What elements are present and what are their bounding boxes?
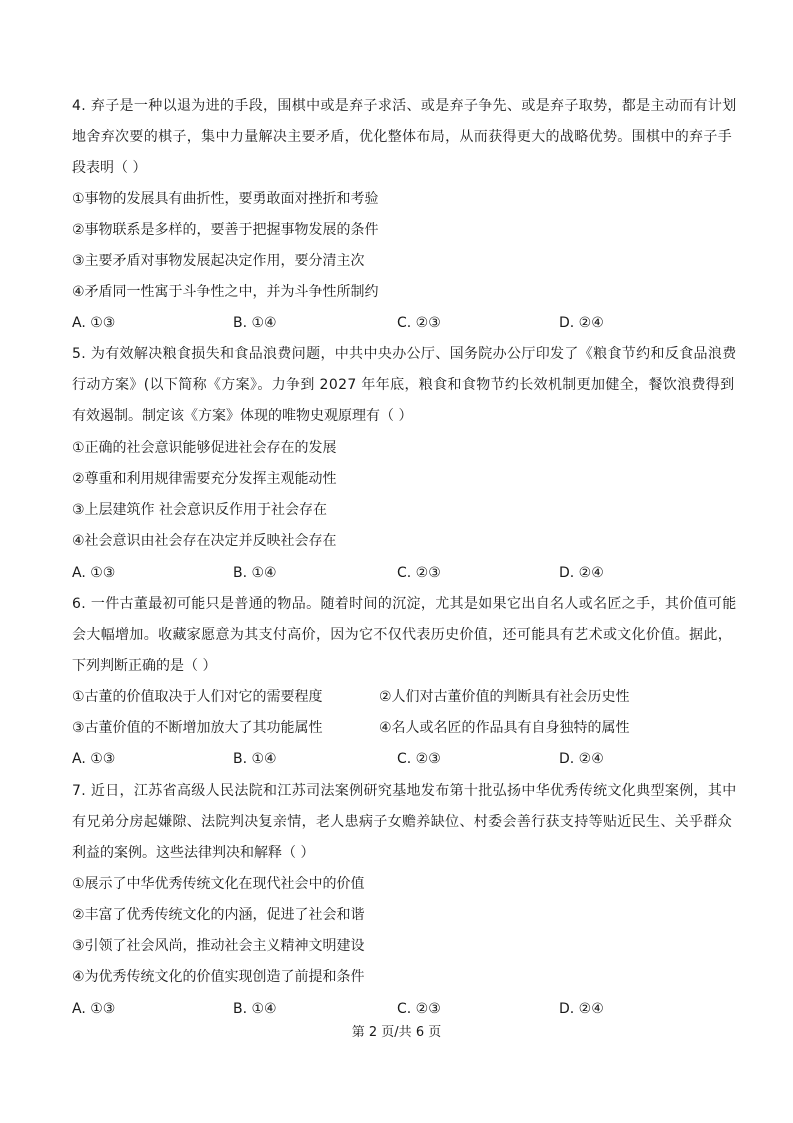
q5-statement-3: ③上层建筑作 社会意识反作用于社会存在 xyxy=(72,502,327,518)
q5-statement-4: ④社会意识由社会存在决定并反映社会存在 xyxy=(72,533,337,549)
q7-stem-line-1: 7. 近日，江苏省高级人民法院和江苏司法案例研究基地发布第十批弘扬中华优秀传统文化典型案例，其中 xyxy=(72,783,737,799)
q6-option-c[interactable]: C. ②③ xyxy=(397,751,441,767)
q6-stem-line-1: 6. 一件古董最初可能只是普通的物品。随着时间的沉淀，尤其是如果它出自名人或名匠之手，其价值可能 xyxy=(72,596,737,612)
q7-statement-4: ④为优秀传统文化的价值实现创造了前提和条件 xyxy=(72,969,365,985)
q4-statement-3: ③主要矛盾对事物发展起决定作用，要分清主次 xyxy=(72,253,365,269)
q5-statement-2: ②尊重和利用规律需要充分发挥主观能动性 xyxy=(72,471,337,487)
q6-statement-row-2 xyxy=(72,718,732,738)
q6-option-b[interactable]: B. ①④ xyxy=(233,751,277,767)
q6-stem-line-3: 下列判断正确的是（ ） xyxy=(72,658,217,674)
q7-option-a[interactable]: A. ①③ xyxy=(72,1001,116,1017)
q5-stem-line-3: 有效遏制。制定该《方案》体现的唯物史观原理有（ ） xyxy=(72,408,413,424)
q6-stem-line-2: 会大幅增加。收藏家愿意为其支付高价，因为它不仅代表历史价值，还可能具有艺术或文化价值。据此， xyxy=(72,627,733,643)
q5-option-d[interactable]: D. ②④ xyxy=(559,565,604,581)
q7-stem-line-3: 利益的案例。这些法律判决和解释（ ） xyxy=(72,845,315,861)
q5-option-b[interactable]: B. ①④ xyxy=(233,565,277,581)
q4-stem-line-1: 4. 弃子是一种以退为进的手段，围棋中或是弃子求活、或是弃子争先、或是弃子取势，都是主动而有计划 xyxy=(72,98,737,114)
q4-option-d[interactable]: D. ②④ xyxy=(559,315,604,331)
q6-statement-1: ①古董的价值取决于人们对它的需要程度 xyxy=(72,689,323,705)
q7-option-d[interactable]: D. ②④ xyxy=(559,1001,604,1017)
q5-options xyxy=(72,563,732,583)
q4-statement-4: ④矛盾同一性寓于斗争性之中，并为斗争性所制约 xyxy=(72,284,379,300)
q7-statement-1: ①展示了中华优秀传统文化在现代社会中的价值 xyxy=(72,876,365,892)
q6-statement-4: ④名人或名匠的作品具有自身独特的属性 xyxy=(379,720,630,736)
q6-option-a[interactable]: A. ①③ xyxy=(72,751,116,767)
q6-option-d[interactable]: D. ②④ xyxy=(559,751,604,767)
q4-option-c[interactable]: C. ②③ xyxy=(397,315,441,331)
q4-options xyxy=(72,313,732,333)
q5-statement-1: ①正确的社会意识能够促进社会存在的发展 xyxy=(72,440,337,456)
q7-statement-2: ②丰富了优秀传统文化的内涵，促进了社会和谐 xyxy=(72,907,365,923)
q4-statement-1: ①事物的发展具有曲折性，要勇敢面对挫折和考验 xyxy=(72,191,379,207)
q6-options xyxy=(72,749,732,769)
q5-option-a[interactable]: A. ①③ xyxy=(72,565,116,581)
page-number-footer: 第 2 页/共 6 页 xyxy=(351,1025,442,1040)
q5-stem-line-1: 5. 为有效解决粮食损失和食品浪费问题，中共中央办公厅、国务院办公厅印发了《粮食节约和反食品浪费 xyxy=(72,346,737,362)
q5-stem-line-2: 行动方案》(以下简称《方案》。力争到 2027 年年底，粮食和食物节约长效机制更加健全，餐饮浪费得到 xyxy=(72,377,735,393)
q4-stem-line-3: 段表明（ ） xyxy=(72,160,147,176)
q4-option-b[interactable]: B. ①④ xyxy=(233,315,277,331)
q6-statement-row-1 xyxy=(72,687,732,707)
q7-option-b[interactable]: B. ①④ xyxy=(233,1001,277,1017)
q4-stem-line-2: 地舍弃次要的棋子，集中力量解决主要矛盾，优化整体布局，从而获得更大的战略优势。围棋中的弃子手 xyxy=(72,129,733,145)
q7-stem-line-2: 有兄弟分房起嫌隙、法院判决复亲情，老人患病子女赡养缺位、村委会善行获支持等贴近民生、关乎群众 xyxy=(72,814,733,830)
q6-statement-3: ③古董价值的不断增加放大了其功能属性 xyxy=(72,720,323,736)
q6-statement-2: ②人们对古董价值的判断具有社会历史性 xyxy=(379,689,630,705)
q5-option-c[interactable]: C. ②③ xyxy=(397,565,441,581)
q4-option-a[interactable]: A. ①③ xyxy=(72,315,116,331)
q7-statement-3: ③引领了社会风尚，推动社会主义精神文明建设 xyxy=(72,938,365,954)
q4-statement-2: ②事物联系是多样的，要善于把握事物发展的条件 xyxy=(72,222,379,238)
q7-options xyxy=(72,999,732,1019)
q7-option-c[interactable]: C. ②③ xyxy=(397,1001,441,1017)
